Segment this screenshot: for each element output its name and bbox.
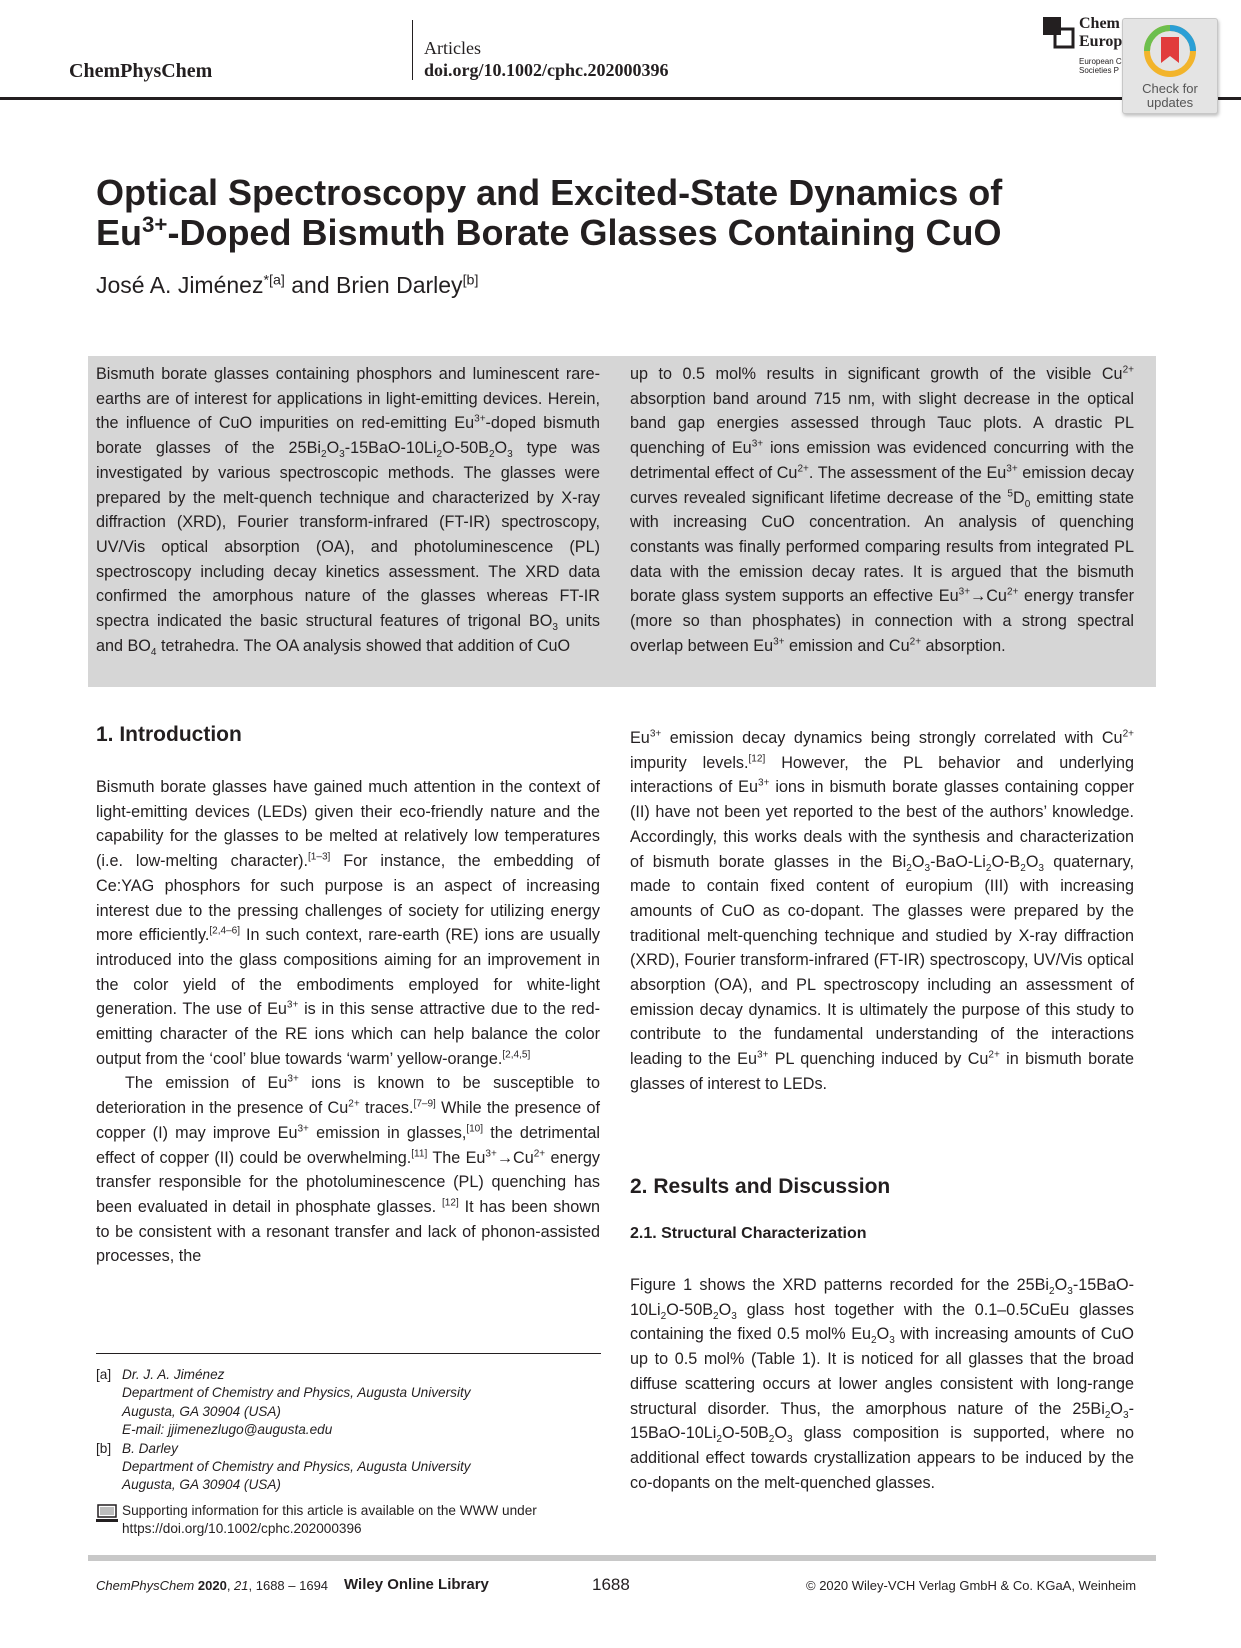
footer-citation: ChemPhysChem 2020, 21, 1688 – 1694 xyxy=(96,1578,329,1593)
footnote-a-dept: Department of Chemistry and Physics, Augusta University xyxy=(122,1385,471,1401)
publisher-logo-text-1: Chem xyxy=(1079,15,1120,32)
footnote-a xyxy=(96,1366,606,1440)
check-for-updates-icon xyxy=(1144,25,1196,77)
abstract-left-column: Bismuth borate glasses containing phosphors and luminescent rare-earths are of interest for applications in light-emitting devices. Herein, the influence of CuO impurities on red-emitting $Eu^{3+}$-doped bismuth borate glasses of the $25Bi_2O_3-15BaO-10Li_2O-50B_2O_3$ type was investigated by various spectroscopic methods. The glasses were prepared by the melt-quench technique and characterized by X-ray diffraction (XRD), Fourier transform-infrared (FT-IR) spectroscopy, UV/Vis optical absorption (OA), and photoluminescence (PL) spectroscopy including decay kinetics assessment. The XRD data confirmed the amorphous nature of the glasses whereas FT-IR spectra indicated the basic structural features of trigonal $BO_3$ units and $BO_4$ tetrahedra. The OA analysis showed that addition of CuO xyxy=(96,365,600,658)
footnote-b-city: Augusta, GA 30904 (USA) xyxy=(122,1477,281,1493)
footnote-a-city: Augusta, GA 30904 (USA) xyxy=(122,1403,281,1419)
footnote-a-email[interactable]: E-mail: jjimenezlugo@augusta.edu xyxy=(122,1422,333,1438)
intro-paragraph-1: Bismuth borate glasses have gained much attention in the context of light-emitting devices (LEDs) given their eco-friendly nature and the capability for the glasses to be melted at relatively low temperatures (i.e. low-melting character).[1–3] For instance, the embedding of Ce:YAG phosphors for such purpose is an aspect of increasing interest due to the pressing challenges of society for utilizing energy more efficiently.[2,4–6] In such context, rare-earth (RE) ions are usually introduced into the glass compositions aiming for an improvement in the color yield of the embodiments employed for white-light generation. The use of $Eu^{3+}$ is in this sense attractive due to the red-emitting character of the RE ions which can help balance the color output from the ‘cool’ blue towards ‘warm’ yellow-orange.[2,4,5] xyxy=(96,778,601,1068)
intro-paragraph-3: $Eu^{3+}$ emission decay dynamics being strongly correlated with $Cu^{2+}$ impurity levels.[12] However, the PL behavior and underlying interactions of $Eu^{3+}$ ions in bismuth borate glasses containing copper (II) have not been yet reported to the best of the authors’ knowledge. Accordingly, this works deals with the synthesis and characterization of bismuth borate glasses in the $Bi_2O_3-BaO-Li_2O-B_2O_3$ quaternary, made to contain fixed content of europium (III) with increasing amounts of CuO as co-dopant. The glasses were prepared by the traditional melt-quenching technique and studied by X-ray diffraction (XRD), Fourier transform-infrared (FT-IR) spectroscopy, UV/Vis optical absorption (OA), and PL spectroscopy including an assessment of emission decay dynamics. It is ultimately the purpose of this study to contribute to the fundamental understanding of the interactions leading to the $Eu^{3+}$ PL quenching induced by $Cu^{2+}$ in bismuth borate glasses of interest to LEDs. xyxy=(630,728,1134,1093)
affiliation-footnotes xyxy=(96,1366,606,1495)
footer-rule xyxy=(88,1555,1156,1561)
title-eu: Eu xyxy=(96,212,143,253)
structural-text xyxy=(630,1273,1134,1495)
author-1[interactable]: José A. Jiménez xyxy=(96,272,264,298)
author-list xyxy=(96,272,478,299)
check-for-updates-label-2: updates xyxy=(1146,95,1194,110)
supporting-information-text xyxy=(122,1502,606,1539)
footnote-b-key: [b] xyxy=(96,1440,112,1456)
publisher-logo-text-2: Europ xyxy=(1079,33,1123,50)
footnote-rule xyxy=(96,1353,601,1354)
title-line-2 xyxy=(96,213,1116,253)
computer-icon xyxy=(96,1504,118,1524)
structural-paragraph-1: Figure 1 shows the XRD patterns recorded for the $25Bi_2O_3-15BaO-10Li_2O-50B_2O_3$ glass host together with the 0.1–0.5CuEu glasses containing the fixed 0.5 mol% $Eu_2O_3$ with increasing amounts of CuO up to 0.5 mol% (Table 1). It is noticed for all glasses that the broad diffuse scattering occurs at lower angles consistent with long-range structural disorder. Thus, the amorphous nature of the $25Bi_2O_3-15BaO-10Li_2O-50B_2O_3$ glass composition is supported, where no additional effect towards crystallization appears to be induced by the co-dopants on the melt-quenched glasses. xyxy=(630,1276,1134,1492)
intro-paragraph-2: The emission of $Eu^{3+}$ ions is known to be susceptible to deterioration in the presence of $Cu^{2+}$ traces.[7–9] While the presence of copper (I) may improve $Eu^{3+}$ emission in glasses,[10] the detrimental effect of copper (II) could be overwhelming.[11] The $Eu^{3+}\to Cu^{2+}$ energy transfer responsible for the photoluminescence (PL) quenching has been evaluated in detail in phosphate glasses. [12] It has been shown to be consistent with a resonant transfer and lack of phonon-assisted processes, the xyxy=(96,1074,601,1266)
intro-text xyxy=(96,775,600,1269)
supporting-info-url[interactable]: https://doi.org/10.1002/cphc.202000396 xyxy=(122,1521,362,1537)
structural-heading: 2.1. Structural Characterization xyxy=(630,1225,867,1242)
footnote-b-dept: Department of Chemistry and Physics, Augusta University xyxy=(122,1459,471,1475)
publisher-logo-text-4: Societies P xyxy=(1079,66,1120,75)
footer-copyright: © 2020 Wiley-VCH Verlag GmbH & Co. KGaA, Weinheim xyxy=(806,1578,1137,1593)
footnote-b-name: B. Darley xyxy=(122,1440,178,1456)
check-for-updates-button[interactable] xyxy=(1122,18,1218,114)
title-rest: -Doped Bismuth Borate Glasses Containing CuO xyxy=(167,212,1002,253)
footnote-a-name: Dr. J. A. Jiménez xyxy=(122,1367,225,1382)
footnote-a-key: [a] xyxy=(96,1367,112,1382)
publisher-logo[interactable] xyxy=(1043,15,1133,85)
header-divider xyxy=(412,20,413,80)
article-title xyxy=(96,173,1116,253)
title-line-1: Optical Spectroscopy and Excited-State Dynamics of xyxy=(96,172,1003,213)
author-2[interactable]: and Brien Darley xyxy=(284,272,463,298)
supporting-info-line: Supporting information for this article is available on the WWW under xyxy=(122,1503,537,1518)
footnote-b xyxy=(96,1440,606,1495)
intro-continued-text xyxy=(630,726,1134,1097)
results-heading: 2. Results and Discussion xyxy=(630,1175,891,1198)
publisher-logo-text-3: European C xyxy=(1079,57,1122,66)
doi-link[interactable]: doi.org/10.1002/cphc.202000396 xyxy=(424,60,669,80)
check-for-updates-label-1: Check for xyxy=(1142,81,1198,96)
chemeurope-logo-icon xyxy=(1043,17,1075,49)
title-charge: 3+ xyxy=(142,212,168,237)
journal-name: ChemPhysChem xyxy=(69,60,213,82)
author-2-affiliation: [b] xyxy=(462,272,479,289)
intro-heading: 1. Introduction xyxy=(96,723,242,746)
page-number: 1688 xyxy=(592,1575,630,1594)
abstract-right-column: up to 0.5 mol% results in significant growth of the visible $Cu^{2+}$ absorption band around 715 nm, with slight decrease in the optical band gap energies assessed through Tauc plots. A drastic PL quenching of $Eu^{3+}$ ions emission was evidenced concurring with the detrimental effect of $Cu^{2+}$. The assessment of the $Eu^{3+}$ emission decay curves revealed significant lifetime decrease of the $^5D_0$ emitting state with increasing CuO concentration. An analysis of quenching constants was finally performed comparing results from integrated PL data with the emission decay rates. It is argued that the bismuth borate glass system supports an effective $Eu^{3+}\to Cu^{2+}$ energy transfer (more so than phosphates) in connection with a strong spectral overlap between $Eu^{3+}$ emission and $Cu^{2+}$ absorption. xyxy=(630,364,1135,655)
author-1-affiliation: *[a] xyxy=(263,272,285,289)
header-rule xyxy=(0,97,1241,100)
wiley-online-library-link[interactable]: Wiley Online Library xyxy=(344,1576,489,1593)
section-label: Articles xyxy=(424,38,481,58)
